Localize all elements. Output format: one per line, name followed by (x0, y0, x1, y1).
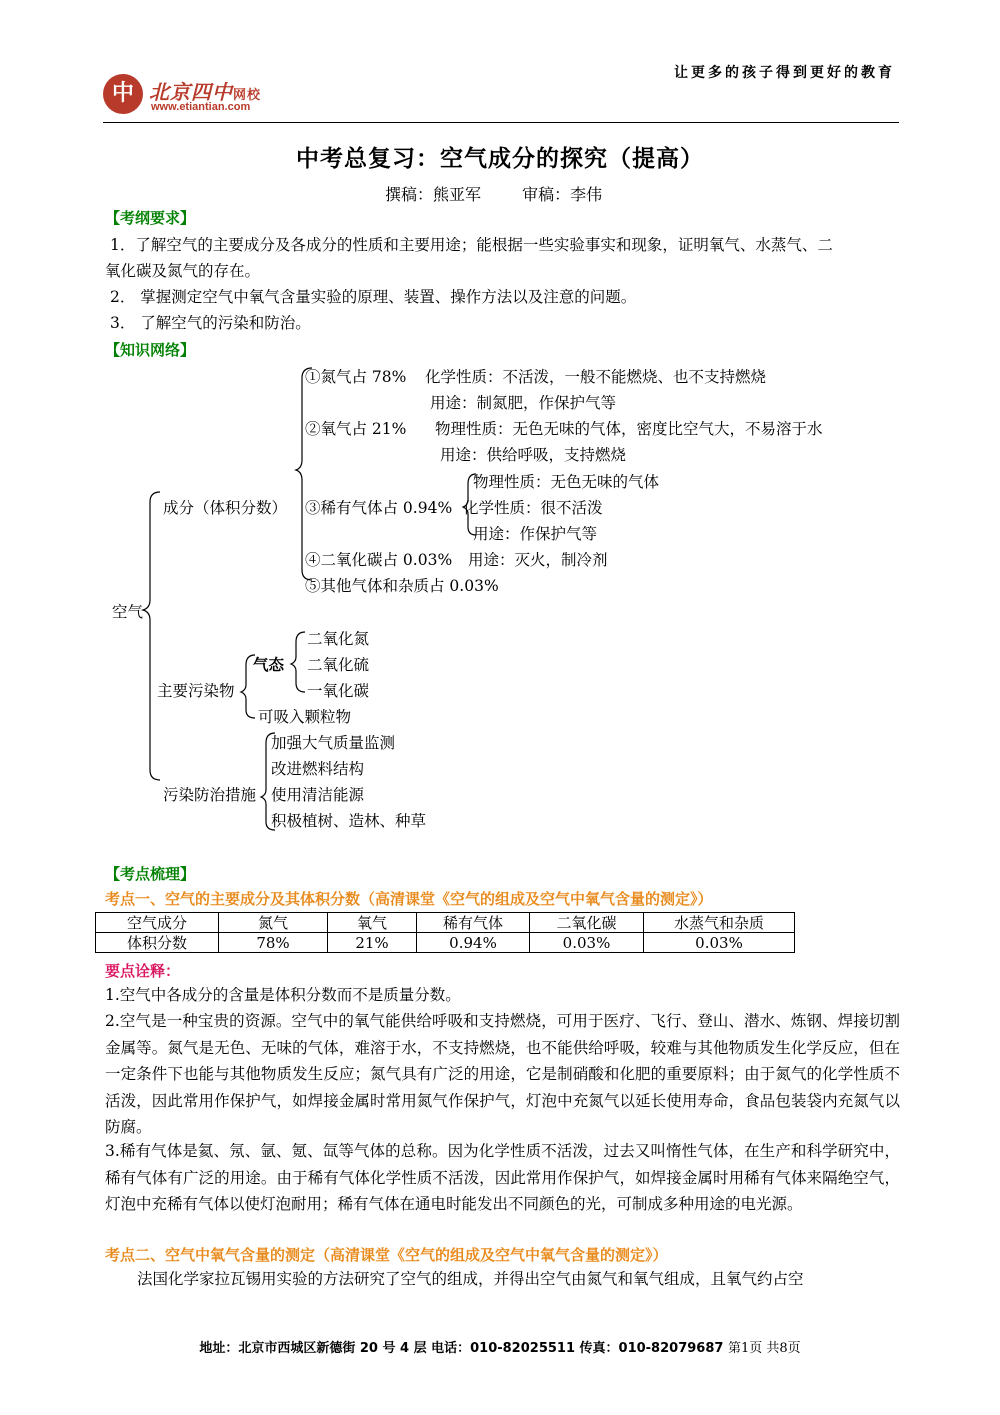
logo-mark-icon: 中 (103, 74, 143, 114)
logo-url: www.etiantian.com (151, 101, 251, 113)
note-3: 3.稀有气体是氦、氖、氩、氪、氙等气体的总称。因为化学性质不活泼，过去又叫惰性气体，在生产和科学研究中，稀有气体有广泛的用途。由于稀有气体化学性质不活泼，因此常用作保护气，如焊接金属时用稀有气体来隔绝空气，灯泡中充稀有气体以使灯泡耐用；稀有气体在通电时能发出不同颜色的光，可制成多种用途的电光源。 (105, 1142, 900, 1213)
footer (0, 1337, 1000, 1356)
table-cell: 0.94% (417, 933, 530, 953)
table-row (96, 933, 795, 953)
gaseous-pollutants: 气态 (253, 656, 285, 674)
table-cell: 水蒸气和杂质 (644, 913, 795, 933)
measure-2: 改进燃料结构 (271, 760, 365, 778)
rare-gas-chem: 化学性质：很不活泼 (463, 499, 603, 517)
page-number: 第1页 共8页 (727, 1341, 801, 1356)
nitrogen-chem: 化学性质：不活泼，一般不能燃烧、也不支持燃烧 (425, 368, 767, 386)
pollutant-so2: 二氧化硫 (307, 656, 370, 674)
oxygen: ②氧气占 21% (305, 420, 407, 438)
root-brace (143, 492, 160, 780)
note-1: 1.空气中各成分的含量是体积分数而不是质量分数。 (105, 986, 461, 1004)
branch-components: 成分（体积分数） (163, 499, 288, 517)
table-cell: 氧气 (328, 913, 417, 933)
reviewer: 审稿：李伟 (522, 185, 603, 204)
carbon-dioxide: ④二氧化碳占 0.03% (305, 551, 453, 569)
pollutant-no2: 二氧化氮 (307, 630, 370, 648)
measure-4: 积极植树、造林、种草 (271, 812, 427, 830)
point2-text: 法国化学家拉瓦锡用实验的方法研究了空气的组成，并得出空气由氮气和氧气组成，且氧气约占空 (137, 1270, 804, 1288)
requirement-3: 3． 了解空气的污染和防治。 (110, 314, 311, 332)
table-cell: 78% (219, 933, 328, 953)
rare-gas-phys: 物理性质：无色无味的气体 (473, 473, 660, 491)
footer-address: 地址：北京市西城区新德街 20 号 4 层 电话：010-82025511 传真：010-82079687 (199, 1341, 724, 1356)
note-2: 2.空气是一种宝贵的资源。空气中的氧气能供给呼吸和支持燃烧，可用于医疗、飞行、登山、潜水、炼钢、焊接切割金属等。氮气是无色、无味的气体，难溶于水，不支持燃烧，也不能供给呼吸，较难与其他物质发生化学反应，但在一定条件下也能与其他物质发生反应；氮气具有广泛的用途，它是制硝酸和化肥的重要原料；由于氮气的化学性质不活泼，因此常用作保护气，如焊接金属时常用氮气作保护气，灯泡中充氮气以延长使用寿命，食品包装袋内充氮气以防腐。 (105, 1012, 900, 1136)
branch-measures: 污染防治措施 (163, 786, 257, 804)
carbon-dioxide-use: 用途：灭火，制冷剂 (468, 551, 608, 569)
writer: 撰稿：熊亚军 (385, 185, 482, 204)
volume-fraction-table (95, 912, 795, 953)
oxygen-phys: 物理性质：无色无味的气体，密度比空气大，不易溶于水 (435, 420, 823, 438)
measure-1: 加强大气质量监测 (271, 734, 396, 752)
requirements-heading: 【考纲要求】 (105, 209, 196, 227)
pollutant-particles: 可吸入颗粒物 (258, 708, 352, 726)
page-title: 中考总复习：空气成分的探究（提高） (296, 146, 704, 172)
nitrogen-use: 用途：制氮肥，作保护气等 (430, 394, 617, 412)
table-cell: 21% (328, 933, 417, 953)
other-gases: ⑤其他气体和杂质占 0.03% (305, 577, 499, 595)
table-cell: 0.03% (644, 933, 795, 953)
requirement-2: 2． 掌握测定空气中氧气含量实验的原理、装置、操作方法以及注意的问题。 (110, 288, 637, 306)
gas-brace (291, 632, 305, 692)
branch-pollutants: 主要污染物 (157, 682, 235, 700)
requirement-1a: 1．了解空气的主要成分及各成分的性质和主要用途；能根据一些实验事实和现象，证明氧气、水蒸气、二 (110, 236, 833, 254)
network-heading: 【知识网络】 (105, 341, 196, 359)
table-cell: 0.03% (530, 933, 644, 953)
rare-gas: ③稀有气体占 0.94% (305, 499, 453, 517)
requirement-1b: 氧化碳及氮气的存在。 (105, 262, 261, 280)
point2-heading: 考点二、空气中氧气含量的测定（高清课堂《空气的组成及空气中氧气含量的测定》） (105, 1246, 668, 1264)
rare-gas-use: 用途：作保护气等 (473, 525, 598, 543)
table-header-row (96, 913, 795, 933)
network-root: 空气 (112, 603, 144, 621)
table-cell: 氮气 (219, 913, 328, 933)
header-slogan: 让更多的孩子得到更好的教育 (674, 65, 895, 81)
table-cell: 稀有气体 (417, 913, 530, 933)
nitrogen: ①氮气占 78% (305, 368, 407, 386)
points-heading: 【考点梳理】 (105, 865, 196, 883)
point1-heading: 考点一、空气的主要成分及其体积分数（高清课堂《空气的组成及空气中氧气含量的测定》） (105, 890, 713, 908)
table-cell: 空气成分 (96, 913, 219, 933)
measure-3: 使用清洁能源 (271, 786, 365, 804)
table-cell: 二氧化碳 (530, 913, 644, 933)
oxygen-use: 用途：供给呼吸，支持燃烧 (440, 446, 627, 464)
table-cell: 体积分数 (96, 933, 219, 953)
key-points-heading: 要点诠释： (105, 962, 181, 980)
logo-name: 北京四中网校 (149, 80, 262, 104)
pollutant-co: 一氧化碳 (307, 682, 370, 700)
